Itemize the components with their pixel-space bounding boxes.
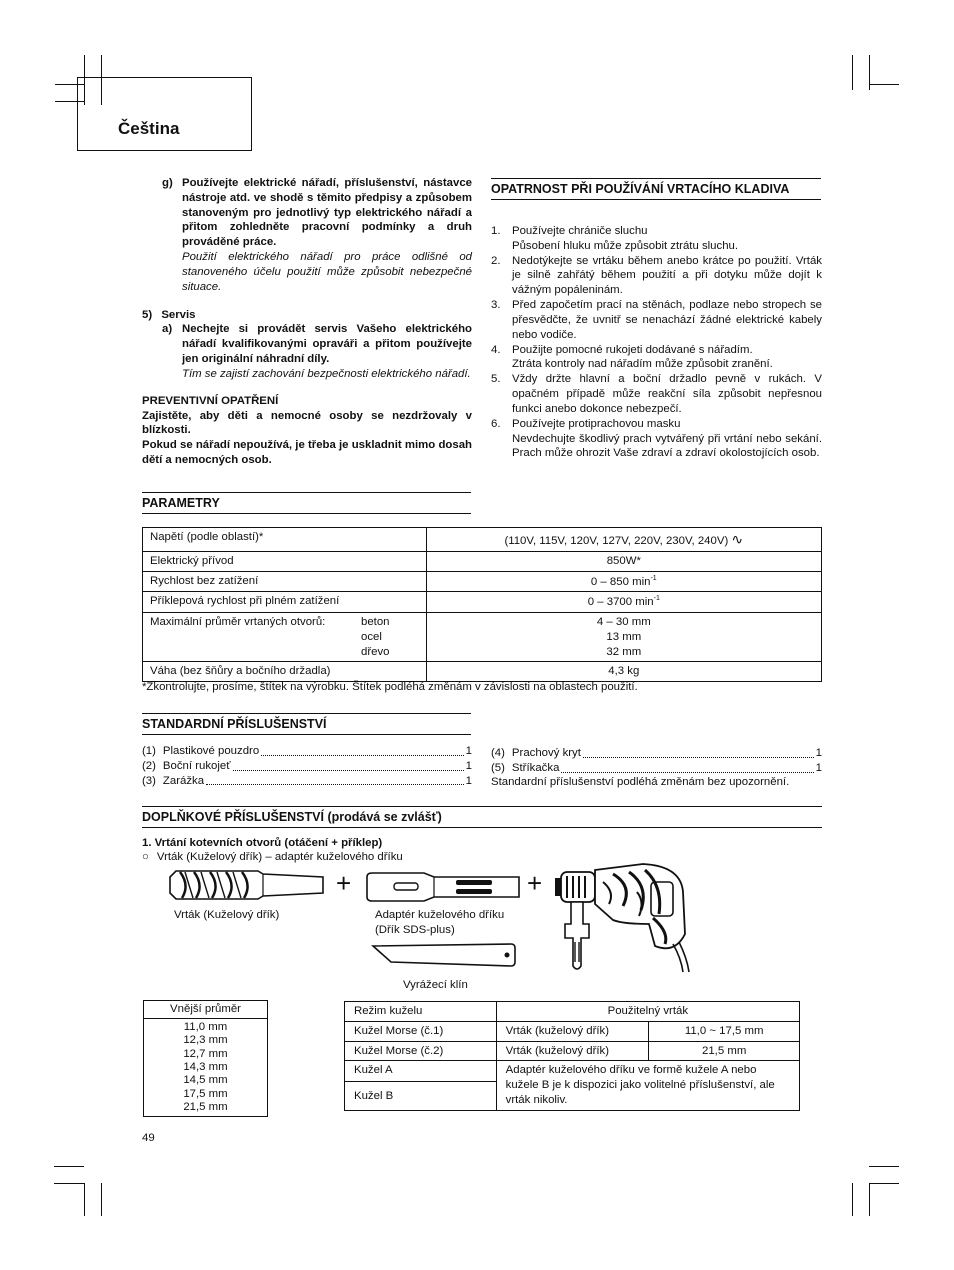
params-label: Příklepová rychlost při plném zatížení [143, 592, 427, 613]
item-g [142, 176, 472, 295]
crop-mark [852, 55, 853, 90]
crop-mark [869, 1183, 899, 1184]
diameter-value: 12,7 mm [183, 1047, 228, 1060]
diameter-value: 14,3 mm [183, 1060, 228, 1073]
diameter-value: 12,3 mm [183, 1034, 228, 1047]
accessory-qty: 1 [465, 759, 472, 772]
adapter-caption-line1: Adaptér kuželového dříku [375, 909, 505, 921]
diameter-table [143, 1000, 268, 1117]
servis-heading [142, 308, 472, 323]
accessory-item [142, 759, 472, 774]
params-value: 850W* [426, 551, 821, 571]
params-row [143, 571, 822, 592]
bullet-icon: ○ [142, 851, 149, 863]
crop-mark [869, 1166, 899, 1167]
plus-sign: + [527, 868, 543, 898]
material: ocel [361, 630, 382, 643]
optional-bullet [142, 850, 403, 865]
servis-title: Servis [161, 308, 196, 321]
accessory-number: (5) [491, 761, 505, 774]
caution-number: 1. [491, 225, 501, 237]
params-label: Rychlost bez zatížení [143, 571, 427, 592]
params-table [142, 527, 822, 682]
mode-cell: Kužel Morse (č.2) [345, 1041, 497, 1061]
mode-table [344, 1001, 800, 1111]
item-a [142, 322, 472, 381]
drill-caption: Vrták (Kuželový dřík) [174, 909, 280, 921]
crop-mark [54, 1166, 84, 1167]
mode-cell: Kužel B [345, 1082, 497, 1111]
accessory-item [142, 744, 472, 759]
item-g-bold: Používejte elektrické nářadí, příslušenství, nástavce nástroje atd. ve shodě s těmito předpisy a způsobem stanoveným pro jednotlivý typ elektrického nářadí a přitom zohledněte pracovní podmínky a druh prováděné práce. [182, 177, 472, 249]
prevent-text-1: Zajistěte, aby děti a nemocné osoby se nezdržovaly v blízkosti. [142, 409, 472, 437]
crop-mark [54, 1183, 84, 1184]
size-cell: 21,5 mm [649, 1041, 800, 1061]
adapter-caption [375, 908, 504, 938]
params-heading: PARAMETRY [142, 492, 471, 514]
optional-heading: DOPLŇKOVÉ PŘÍSLUŠENSTVÍ (prodává se zvlášť) [142, 806, 822, 828]
bit-header: Použitelný vrták [496, 1002, 799, 1022]
params-value: 4,3 kg [426, 662, 821, 682]
page-number: 49 [142, 1132, 155, 1144]
language-box [77, 77, 252, 151]
params-footnote: *Zkontrolujte, prosíme, štítek na výrobku. Štítek podléhá změnám v závislosti na oblastech použití. [142, 681, 638, 693]
params-row [143, 551, 822, 571]
standard-list-right [491, 746, 822, 776]
left-column [142, 176, 472, 468]
caution-text: Používejte protiprachovou masku Nevdechujte škodlivý prach vytvářený při vrtání nebo sekání. Prach může ohrozit Vaše zdraví a zdraví okolostojících osob. [512, 417, 822, 460]
size-cell: 11,0 ~ 17,5 mm [649, 1021, 800, 1041]
diameter-value: 17,5 mm [183, 1087, 228, 1100]
params-row [143, 528, 822, 552]
caution-text: Vždy držte hlavní a boční držadlo pevně v rukách. V opačném případě může reakční síla způsobit nepřesnou funkci anebo dokonce nebezpečí. [512, 373, 822, 415]
accessory-qty: 1 [815, 761, 822, 774]
diameter-header: Vnější průměr [144, 1001, 268, 1019]
merged-note: Adaptér kuželového dříku ve formě kužele A nebo kužele B je k dispozici jako volitelné příslušenství, ale vrták nikoliv. [496, 1061, 799, 1111]
accessory-number: (2) [142, 759, 156, 772]
params-value: 0 – 850 $\min^{-1}$ [426, 571, 821, 592]
prevent-title: PREVENTIVNÍ OPATŘENÍ [142, 394, 279, 407]
prevent-text-2: Pokud se nářadí nepoužívá, je třeba je uskladnit mimo dosah dětí a nemocných osob. [142, 439, 472, 467]
material: dřevo [361, 645, 390, 658]
caution-number: 5. [491, 373, 501, 386]
ac-symbol: ∿ [731, 531, 744, 547]
adapter-image [364, 872, 522, 902]
accessory-name: Stříkačka [511, 761, 560, 774]
caution-heading: OPATRNOST PŘI POUŽÍVÁNÍ VRTACÍHO KLADIVA [491, 178, 821, 200]
wedge-image [371, 942, 517, 968]
diameter-value: 14,5 mm [183, 1074, 228, 1087]
params-value: 0 – 3700 $\min^{-1}$ [426, 592, 821, 613]
caution-text: Nedotýkejte se vrtáku během anebo krátce po použití. Vrták je silně zahřátý během použití a při dotyku může dojít k vážným popáleninám. [512, 254, 822, 297]
params-label: Váha (bez šňůry a bočního držadla) [143, 662, 427, 682]
accessory-name: Boční rukojeť [162, 759, 231, 772]
params-label [143, 612, 427, 661]
accessory-name: Prachový kryt [511, 747, 581, 759]
diameter-value: 11,0 mm [183, 1020, 228, 1033]
caution-number: 3. [491, 299, 501, 312]
hammer-drill-image [553, 862, 695, 974]
params-row [143, 662, 822, 682]
accessory-qty: 1 [465, 745, 472, 757]
standard-list-left [142, 744, 472, 788]
crop-mark [869, 1183, 870, 1216]
item-g-label: g) [162, 177, 173, 189]
standard-note: Standardní příslušenství podléhá změnám bez upozornění. [491, 776, 790, 788]
accessory-number: (4) [491, 747, 505, 759]
params-value: (110V, 115V, 120V, 127V, 220V, 230V, 240V) ∿ [426, 528, 821, 552]
caution-number: 6. [491, 417, 501, 430]
caution-text: Používejte chrániče sluchu Působení hluku může způsobit ztrátu sluchu. [512, 225, 739, 252]
max-diameter-label: Maximální průměr vrtaných otvorů: [150, 615, 326, 628]
standard-heading: STANDARDNÍ PŘÍSLUŠENSTVÍ [142, 713, 471, 735]
accessory-name: Plastikové pouzdro [162, 745, 260, 757]
params-row [143, 592, 822, 613]
crop-mark [869, 84, 899, 85]
item-a-italic: Tím se zajistí zachování bezpečnosti elektrického nářadí. [182, 367, 471, 380]
params-row [143, 612, 822, 661]
caution-item [491, 372, 822, 416]
diameter-value: 21,5 mm [183, 1100, 228, 1113]
item-a-bold: Nechejte si provádět servis Vašeho elektrického nářadí kvalifikovanými opraváři a přitom používejte jen originální náhradní díly. [182, 323, 472, 366]
adapter-caption-line2: (Dřík SDS-plus) [375, 923, 455, 936]
caution-text: Před započetím prací na stěnách, podlaze nebo stropech se přesvědčte, že uvnitř se nenachází žádné elektrické kabely nebo vodiče. [512, 299, 822, 341]
caution-item [491, 417, 822, 461]
item-a-label: a) [162, 323, 173, 336]
servis-number: 5) [142, 308, 153, 321]
caution-number: 2. [491, 254, 501, 267]
bit-cell: Vrták (kuželový dřík) [496, 1021, 649, 1041]
crop-mark [101, 1183, 102, 1216]
caution-list [491, 224, 822, 461]
crop-mark [852, 1183, 853, 1216]
caution-number: 4. [491, 343, 501, 356]
crop-mark [84, 1183, 85, 1216]
diameter-values [144, 1018, 268, 1116]
drill-bit-image [168, 868, 326, 902]
params-label: Elektrický přívod [143, 551, 427, 571]
params-value: 4 – 30 mm 13 mm 32 mm [426, 612, 821, 661]
material: beton [361, 615, 390, 628]
caution-item [491, 224, 822, 254]
mode-cell: Kužel Morse (č.1) [345, 1021, 497, 1041]
accessory-number: (3) [142, 774, 156, 787]
accessory-item [142, 774, 472, 789]
params-label: Napětí (podle oblastí)* [143, 528, 427, 552]
accessory-number: (1) [142, 745, 156, 757]
caution-text: Použijte pomocné rukojeti dodávané s nářadím. Ztráta kontroly nad nářadím může způsobit zranění. [512, 343, 773, 371]
accessory-name: Zarážka [162, 774, 205, 787]
accessory-qty: 1 [465, 774, 472, 787]
bit-cell: Vrták (kuželový dřík) [496, 1041, 649, 1061]
optional-subtitle: 1. Vrtání kotevních otvorů (otáčení + příklep) [142, 837, 383, 849]
wedge-caption: Vyrážecí klín [403, 979, 468, 991]
plus-sign: + [336, 868, 352, 898]
accessory-qty: 1 [815, 747, 822, 759]
accessory-item [491, 746, 822, 761]
caution-item [491, 343, 822, 373]
bullet-text: Vrták (Kuželový dřík) – adaptér kuželového dříku [156, 851, 403, 863]
language-title: Čeština [118, 119, 180, 138]
mode-header: Režim kuželu [345, 1002, 497, 1022]
caution-item [491, 254, 822, 298]
accessory-item [491, 761, 822, 776]
caution-item [491, 298, 822, 342]
item-g-italic: Použití elektrického nářadí pro práce odlišné od stanoveného účelu použití může způsobit nebezpečné situace. [182, 251, 472, 293]
mode-cell: Kužel A [345, 1061, 497, 1082]
